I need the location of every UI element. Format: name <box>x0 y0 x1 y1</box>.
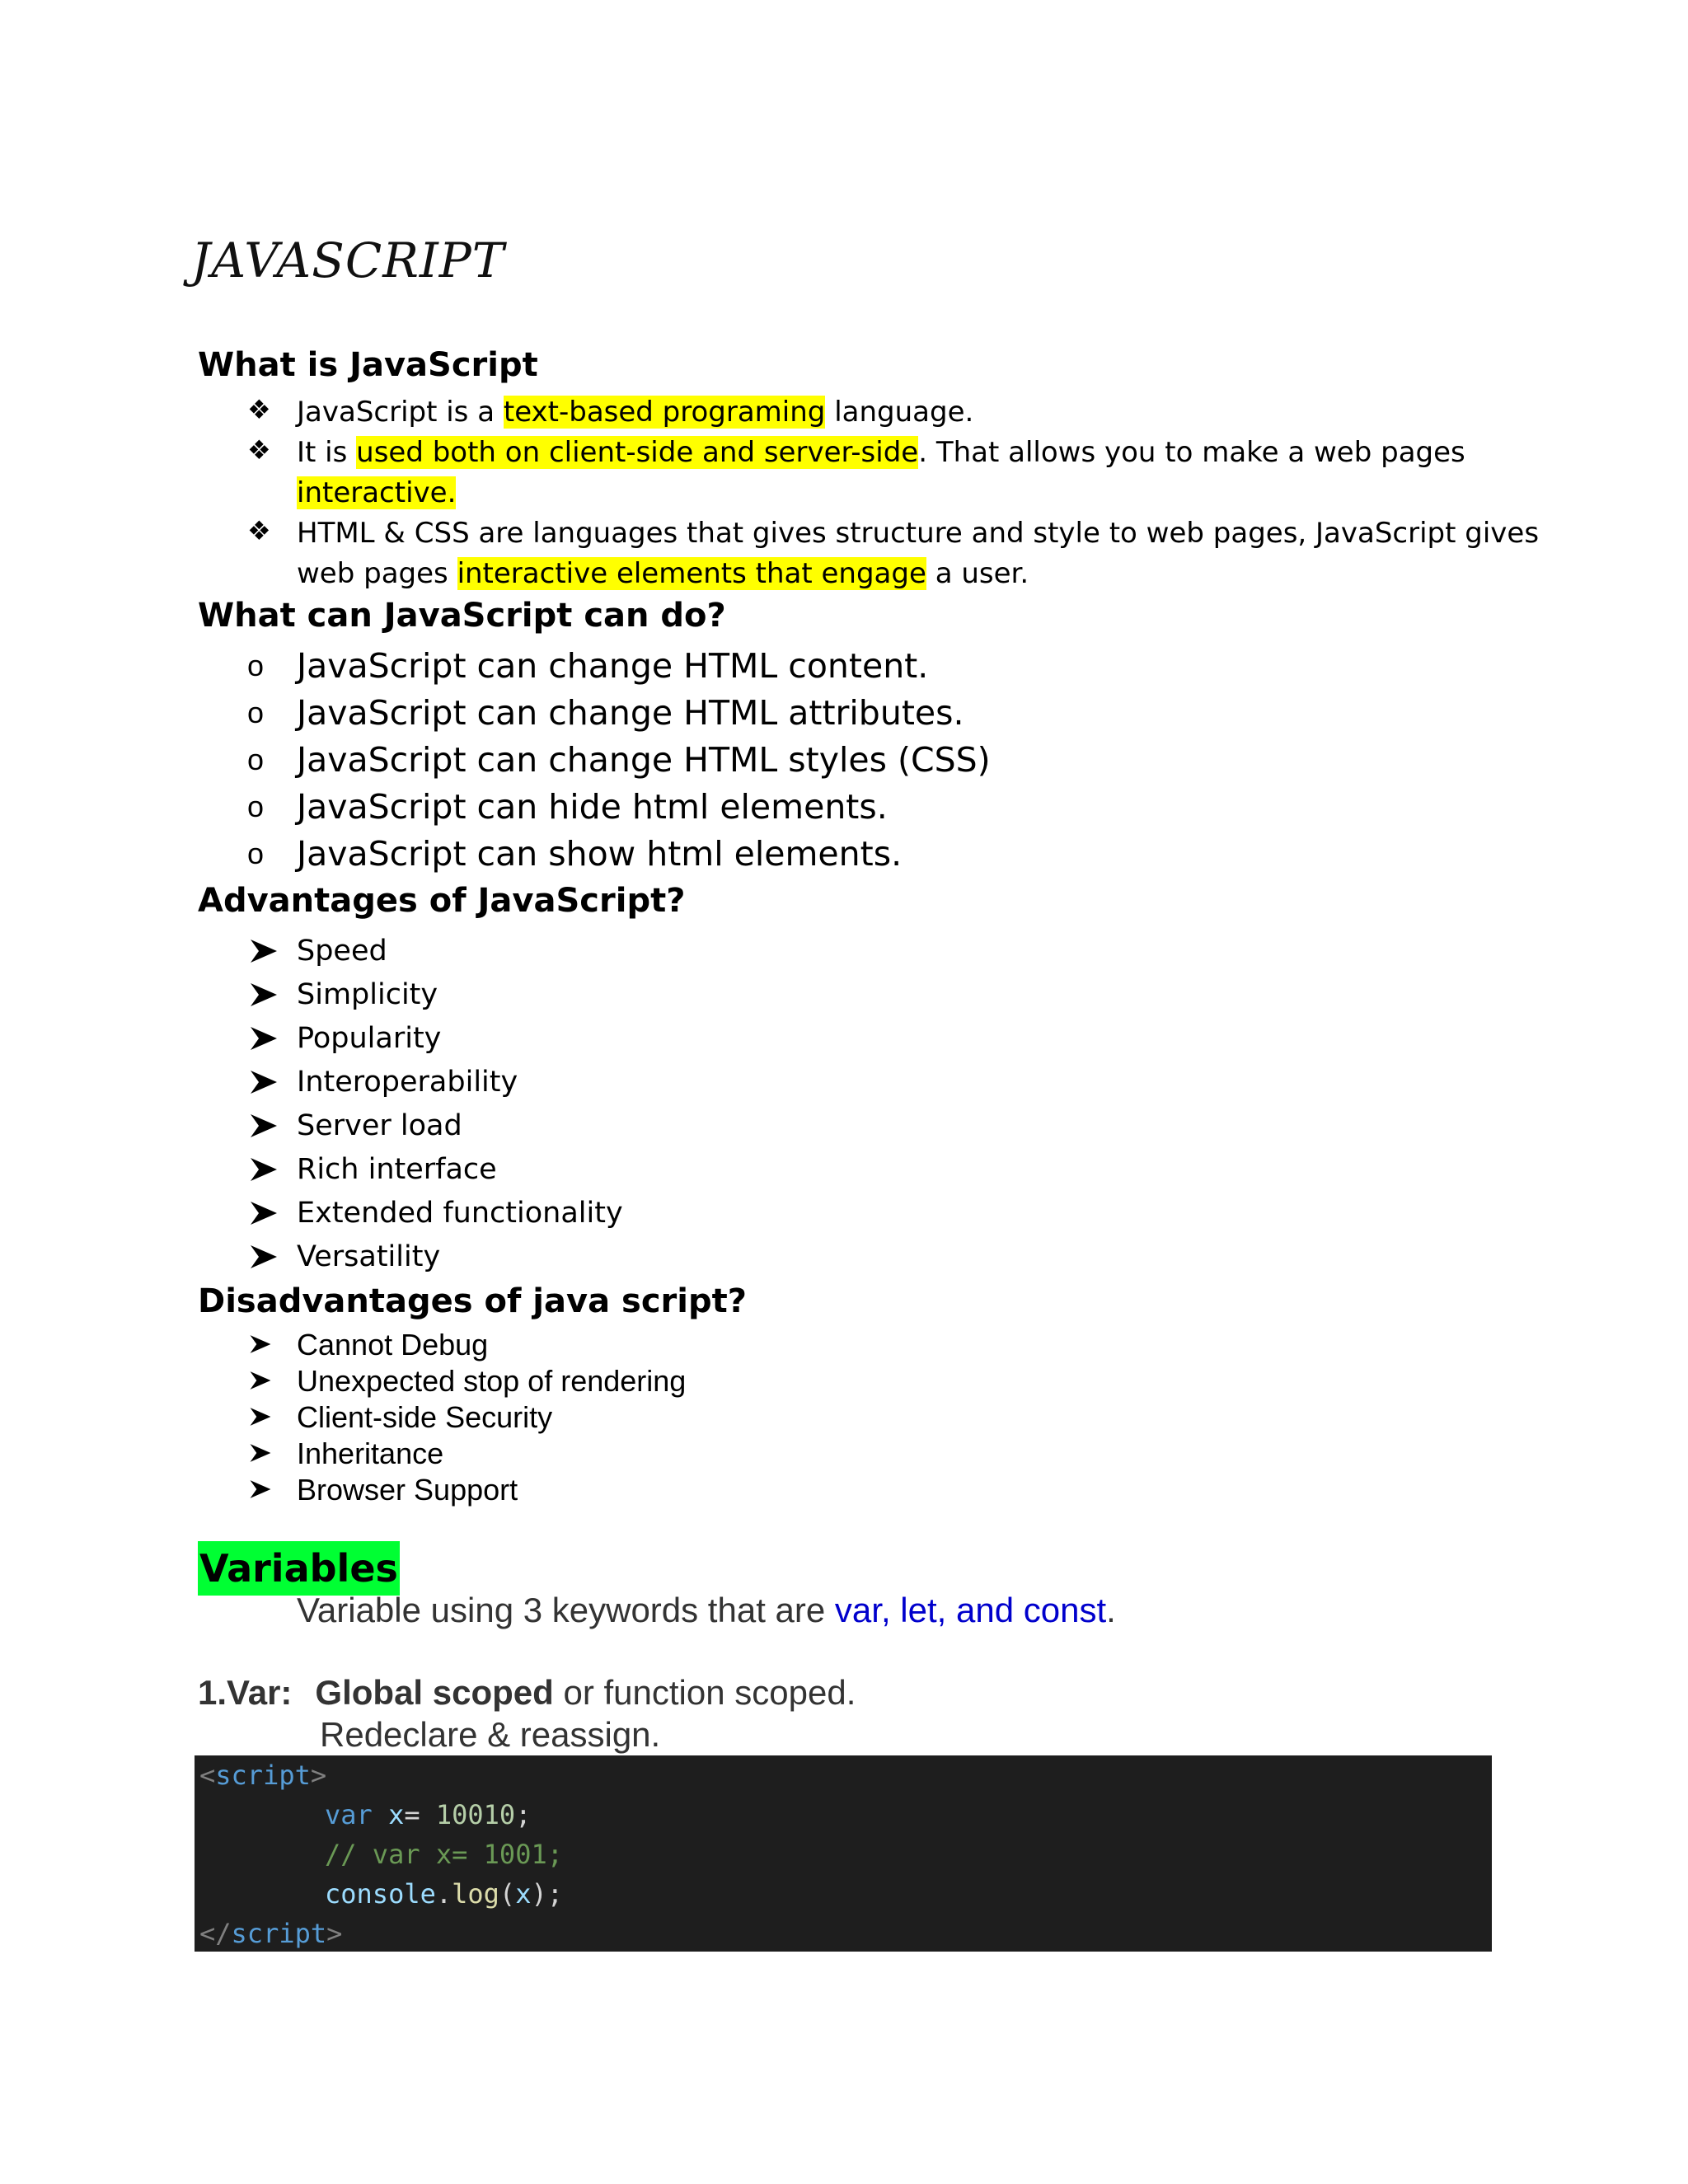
item-text: Client-side Security <box>297 1400 553 1434</box>
arrowhead-bullet-icon <box>249 1406 272 1427</box>
code-token: < <box>199 1760 216 1791</box>
arrowhead-bullet-icon <box>249 938 279 964</box>
circle-bullet-icon: o <box>247 696 265 729</box>
item-text: . That allows you to make a web pages <box>918 436 1465 469</box>
heading-advantages: Advantages of JavaScript? <box>198 882 686 920</box>
heading-disadvantages: Disadvantages of java script? <box>198 1282 747 1320</box>
var-redeclare-text: Redeclare & reassign. <box>320 1715 661 1754</box>
var-description <box>198 1673 856 1713</box>
diamond-bullet-icon: ❖ <box>247 435 271 465</box>
item-text: Cannot Debug <box>297 1328 489 1361</box>
item-text: Interoperability <box>297 1066 518 1099</box>
item-text: Speed <box>297 935 387 968</box>
code-token: script <box>215 1760 311 1791</box>
arrowhead-bullet-icon <box>249 982 279 1008</box>
code-token: x <box>372 1799 405 1830</box>
scope-text: or function scoped. <box>553 1673 856 1712</box>
highlighted-text: text-based programing <box>503 396 826 429</box>
arrowhead-bullet-icon <box>249 1069 279 1095</box>
item-text: Server load <box>297 1109 462 1142</box>
item-text: JavaScript can change HTML styles (CSS) <box>297 740 991 780</box>
item-text: language. <box>825 396 974 429</box>
arrowhead-bullet-icon <box>249 1200 279 1226</box>
scope-bold-text: Global scoped <box>315 1673 554 1712</box>
item-text: JavaScript can change HTML content. <box>297 646 929 686</box>
code-token: console <box>325 1878 436 1910</box>
item-text: Versatility <box>297 1240 441 1273</box>
code-token: 10010 <box>435 1799 516 1830</box>
arrowhead-bullet-icon <box>249 1333 272 1355</box>
arrowhead-bullet-icon <box>249 1370 272 1391</box>
highlighted-text: interactive elements that engage <box>457 557 926 590</box>
code-token: script <box>231 1918 327 1949</box>
item-text: HTML & CSS are languages that gives structure and style to web pages, JavaScript gives <box>297 517 1540 550</box>
subtitle-end: . <box>1106 1591 1116 1629</box>
code-token: . <box>435 1878 452 1910</box>
item-text: Inheritance <box>297 1436 444 1470</box>
item-text: Extended functionality <box>297 1197 623 1230</box>
item-text: JavaScript can hide html elements. <box>297 787 888 827</box>
heading-what-can-javascript-do: What can JavaScript can do? <box>198 597 726 635</box>
item-text: JavaScript can show html elements. <box>297 834 903 874</box>
arrowhead-bullet-icon <box>249 1025 279 1052</box>
circle-bullet-icon: o <box>247 790 265 823</box>
code-line <box>199 1759 326 1792</box>
heading-variables: Variables <box>198 1541 400 1596</box>
highlighted-text: interactive. <box>297 476 457 509</box>
code-line <box>325 1798 531 1831</box>
code-comment: // var x= 1001; <box>325 1839 563 1870</box>
item-text: a user. <box>926 557 1029 590</box>
diamond-bullet-icon: ❖ <box>247 516 271 546</box>
keywords-text: var, let, and const <box>834 1591 1107 1629</box>
item-text: JavaScript is a <box>297 396 504 429</box>
page-title: JAVASCRIPT <box>191 232 505 288</box>
subtitle-text: Variable using 3 keywords that are <box>297 1591 835 1629</box>
arrowhead-bullet-icon <box>249 1479 272 1500</box>
code-token: ); <box>531 1878 563 1910</box>
code-token: > <box>326 1918 343 1949</box>
var-number: 1.Var: <box>198 1673 293 1712</box>
item-text: Unexpected stop of rendering <box>297 1364 687 1398</box>
code-token: x <box>515 1878 532 1910</box>
item-text: Browser Support <box>297 1473 518 1507</box>
item-text: Simplicity <box>297 978 438 1011</box>
variables-subtitle <box>297 1591 1116 1630</box>
item-text: JavaScript can change HTML attributes. <box>297 693 964 733</box>
item-text: Rich interface <box>297 1153 497 1186</box>
arrowhead-bullet-icon <box>249 1113 279 1139</box>
heading-what-is-javascript: What is JavaScript <box>198 346 538 384</box>
code-token: = <box>404 1799 436 1830</box>
code-token: ; <box>515 1799 532 1830</box>
circle-bullet-icon: o <box>247 649 265 682</box>
item-text: It is <box>297 436 357 469</box>
code-token: </ <box>199 1918 232 1949</box>
item-text: web pages <box>297 557 457 590</box>
code-block <box>195 1755 1492 1952</box>
code-token: var <box>325 1799 373 1830</box>
circle-bullet-icon: o <box>247 743 265 776</box>
code-token: ( <box>499 1878 516 1910</box>
code-line <box>325 1877 563 1910</box>
diamond-bullet-icon: ❖ <box>247 395 271 424</box>
item-text: Popularity <box>297 1022 442 1055</box>
arrowhead-bullet-icon <box>249 1442 272 1464</box>
circle-bullet-icon: o <box>247 837 265 870</box>
arrowhead-bullet-icon <box>249 1244 279 1270</box>
code-line <box>199 1917 342 1950</box>
highlighted-text: used both on client-side and server-side <box>356 436 919 469</box>
code-token: > <box>310 1760 327 1791</box>
code-token: log <box>452 1878 499 1910</box>
arrowhead-bullet-icon <box>249 1156 279 1183</box>
